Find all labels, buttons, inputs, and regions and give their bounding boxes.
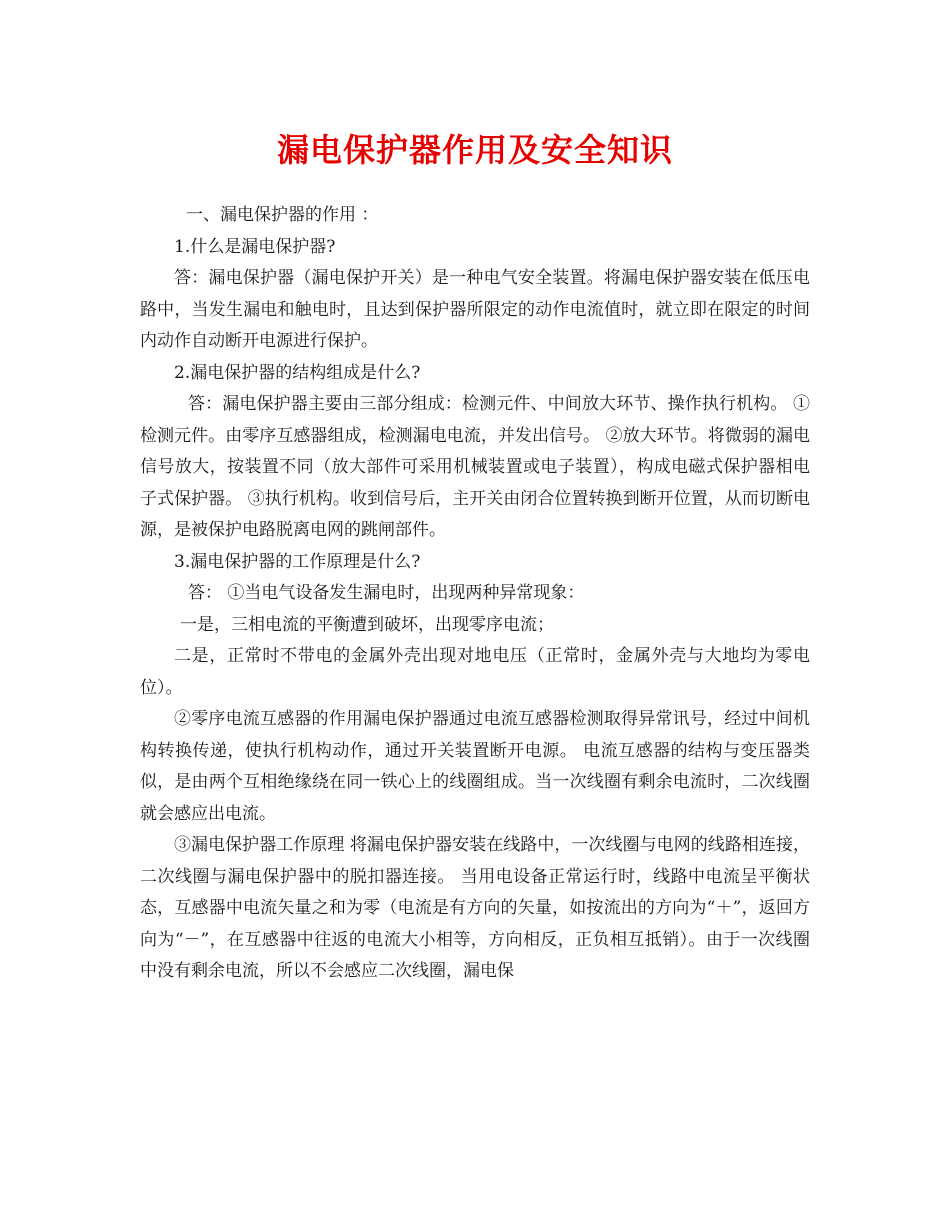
answer-paragraph: ③漏电保护器工作原理 将漏电保护器安装在线路中，一次线圈与电网的线路相连接，二次线圈与漏电保护器中的脱扣器连接。 当用电设备正常运行时，线路中电流呈平衡状态，互感器中电流矢量之和为零（电流是有方向的矢量，如按流出的方向为“＋”，返回方向为“－”，在互感器中往返的电流大小相等，方向相反，正负相互抵销）。由于一次线圈中没有剩余电流，所以不会感应二次线圈，漏电保 [140, 835, 810, 981]
question-heading: 1.什么是漏电保护器? [174, 236, 336, 257]
document-title: 漏电保护器作用及安全知识 [276, 131, 673, 169]
answer-paragraph: ②零序电流互感器的作用漏电保护器通过电流互感器检测取得异常讯号，经过中间机构转换传递，使执行机构动作，通过开关装置断开电源。 电流互感器的结构与变压器类似，是由两个互相绝缘绕在同一铁心上的线圈组成。当一次线圈有剩余电流时，二次线圈就会感应出电流。 [140, 709, 810, 824]
answer-paragraph: 答： ①当电气设备发生漏电时，出现两种异常现象： [188, 583, 585, 603]
answer-paragraph: 一是，三相电流的平衡遭到破坏，出现零序电流； [180, 614, 554, 635]
document-body [140, 200, 810, 988]
question-heading: 2.漏电保护器的结构组成是什么? [174, 362, 421, 383]
answer-paragraph: 答：漏电保护器（漏电保护开关）是一种电气安全装置。将漏电保护器安装在低压电路中，当发生漏电和触电时，且达到保护器所限定的动作电流值时，就立即在限定的时间内动作自动断开电源进行保护。 [140, 268, 810, 351]
answer-paragraph: 答：漏电保护器主要由三部分组成：检测元件、中间放大环节、操作执行机构。 ①检测元件。由零序互感器组成，检测漏电电流，并发出信号。 ②放大环节。将微弱的漏电信号放大，按装置不同（放大部件可采用机械装置或电子装置），构成电磁式保护器相电子式保护器。 ③执行机构。收到信号后，主开关由闭合位置转换到断开位置，从而切断电源，是被保护电路脱离电网的跳闸部件。 [140, 394, 810, 540]
section-heading: 一、漏电保护器的作用 ： [186, 205, 379, 225]
answer-paragraph: 二是，正常时不带电的金属外壳出现对地电压（正常时，金属外壳与大地均为零电位）。 [140, 646, 810, 698]
question-heading: 3.漏电保护器的工作原理是什么? [174, 551, 421, 572]
